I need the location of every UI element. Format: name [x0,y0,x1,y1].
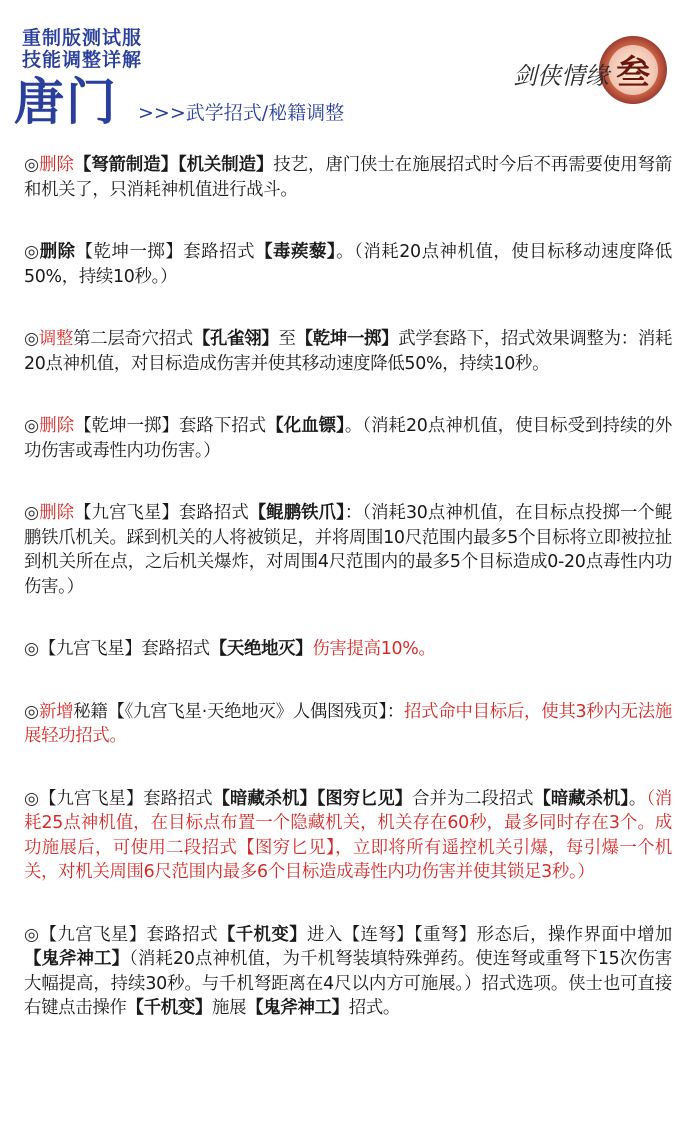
logo-char: 叁 [616,53,650,93]
paragraph-text: 合并为二段招式 [412,788,534,809]
paragraph-text: （消耗25点神机值，在目标点布置一个隐藏机关，机关存在60秒，最多同时存在3个。成功施展后，可使用二段招式【图穷匕见】，立即将所有遥控机关引爆，每引爆一个机关，对机关周围6尺范围内最多6个目标造成毒性内功伤害并使其锁足3秒。） [24,788,673,882]
paragraph-text: 。 [628,788,647,809]
paragraph-text: 【鬼斧神工】 [246,998,349,1018]
logo-text: 剑侠情缘 [513,62,609,90]
paragraph-text: 【九宫飞星】套路招式 [74,503,249,523]
paragraph-text: 至 [278,329,296,349]
paragraph-text: 【千机变】 [126,998,213,1018]
paragraph-text: 【孔雀翎】 [192,329,279,349]
paragraph-text: （消耗20点神机值，为千机弩装填特殊弹药。使连弩或重弩下15次伤害大幅提高，持续30秒。与千机弩距离在4尺以内方可施展。）招式选项。侠士也可直接右键点击操作 [24,949,672,1018]
bullet-icon: ◎ [24,155,40,175]
paragraph-text: 【化血镖】 [266,416,345,436]
paragraph-text: 【弩箭制造】【机关制造】 [73,155,274,175]
paragraph-text: 调整 [38,329,74,349]
paragraph-text: 【乾坤一掷】套路招式 [75,242,256,262]
page-title: 唐门 [14,73,118,131]
paragraph-text: 秘籍【《九宫飞星·天绝地灭》人偶图残页】： [73,701,405,722]
paragraph-text: 进入【连弩】【重弩】形态后，操作界面中增加 [307,924,672,945]
paragraph-text: 【九宫飞星】套路招式 [39,788,213,809]
paragraph-text: 新增 [38,701,74,722]
paragraph-text: 技艺，唐门侠士在施展招式时今后不再需要使用弩箭和机关了，只消耗神机值进行战斗。 [24,155,673,200]
paragraph-item [24,923,672,1021]
paragraph-item [24,501,672,599]
paragraph-text: 删除 [39,242,76,262]
paragraph-item [24,153,672,202]
subtitle-topic: 技能调整详解 [22,49,143,71]
paragraph-text: 删除 [39,416,75,436]
paragraph-text: 【暗藏杀机】【图穷匕见】 [212,788,413,809]
bullet-icon: ◎ [24,503,40,523]
bullet-icon: ◎ [24,788,40,809]
paragraph-text: 。（消耗20点神机值，使目标受到持续的外功伤害或毒性内功伤害。） [24,416,673,461]
page-header [0,0,690,140]
bullet-icon: ◎ [24,416,40,436]
paragraph-text: 【九宫飞星】套路招式 [39,924,218,945]
paragraph-text: 【九宫飞星】套路招式 [38,639,210,659]
paragraph-text: 【毒蒺藜】 [255,242,337,262]
article-body [24,153,672,1021]
paragraph-text: 招式。 [348,998,401,1018]
paragraph-item [24,787,672,885]
paragraph-item [24,700,672,749]
paragraph-text: 【乾坤一掷】套路下招式 [74,416,267,436]
breadcrumb: >>>武学招式/秘籍调整 [138,102,345,124]
paragraph-text: 【千机变】 [217,924,308,945]
paragraph-text: 招式命中目标后，使其3秒内无法施展轻功招式。 [24,701,672,746]
bullet-icon: ◎ [24,924,40,945]
paragraph-item [24,637,672,662]
paragraph-item [24,240,672,289]
bullet-icon: ◎ [24,329,39,349]
paragraph-text: 。（消耗20点神机值，使目标移动速度降低50%，持续10秒。） [24,242,672,287]
bullet-icon: ◎ [24,701,39,722]
paragraph-text: 武学套路下，招式效果调整为：消耗20点神机值，对目标造成伤害并使其移动速度降低50%，持续10秒。 [24,329,673,374]
paragraph-text: 【鲲鹏铁爪】 [248,503,345,523]
bullet-icon: ◎ [24,242,40,262]
paragraph-text: ：（消耗30点神机值，在目标点投掷一个鲲鹏铁爪机关。踩到机关的人将被锁足，并将周围10尺范围内最多5个目标将立即被拉扯到机关所在点，之后机关爆炸，对周围4尺范围内的最多5个目标造成0-20点毒性内功伤害。） [24,503,672,597]
bullet-icon: ◎ [24,639,39,659]
paragraph-item [24,414,672,463]
paragraph-text: 删除 [39,155,74,175]
paragraph-text: 伤害提高10%。 [312,639,436,659]
paragraph-text: 第二层奇穴招式 [73,329,193,349]
paragraph-text: 删除 [39,503,75,523]
paragraph-text: 【乾坤一掷】 [295,329,399,349]
paragraph-text: 施展 [212,998,247,1018]
paragraph-text: 【天绝地灭】 [209,639,313,659]
paragraph-item [24,327,672,376]
paragraph-text: 【鬼斧神工】 [24,949,130,969]
paragraph-text: 【暗藏杀机】 [533,788,629,809]
subtitle-server: 重制版测试服 [22,27,143,49]
game-logo [505,30,675,108]
